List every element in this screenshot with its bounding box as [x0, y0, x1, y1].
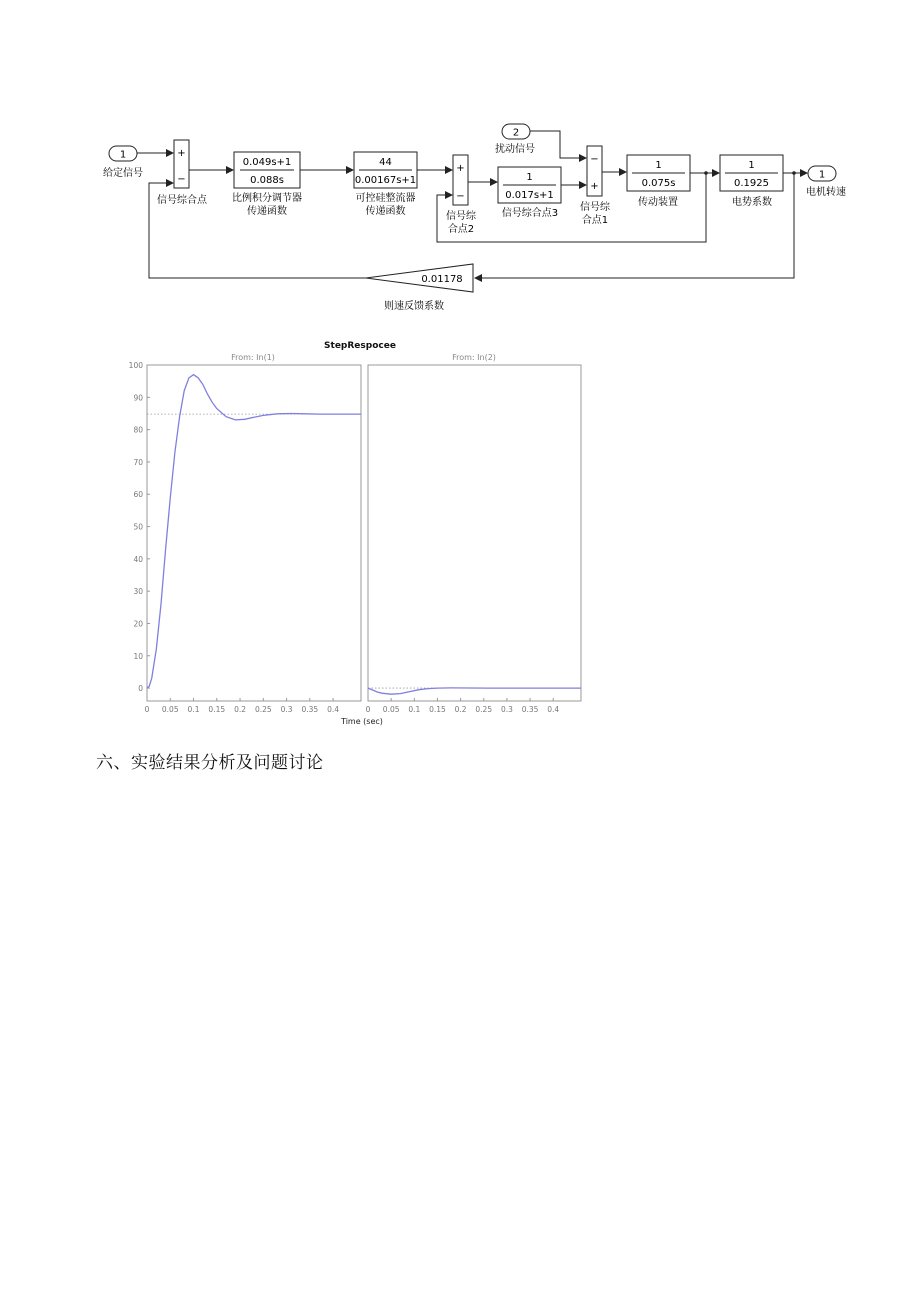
scr-label-1: 可控硅整流器 [355, 193, 416, 204]
x-tick-label: 0.05 [161, 705, 179, 714]
x-tick-label: 0.35 [301, 705, 319, 714]
inport-1-number: 1 [119, 149, 127, 161]
scr-label-2: 传递函数 [365, 206, 406, 217]
y-tick-label: 10 [133, 651, 143, 661]
outport-number: 1 [818, 169, 826, 181]
x-tick-label: 0.15 [429, 705, 446, 714]
emf-denominator: 0.1925 [734, 178, 769, 189]
scr-denominator: 0.00167s+1 [354, 175, 417, 186]
tf3-label: 信号综合点3 [501, 208, 559, 219]
emf-label: 电势系数 [732, 197, 772, 208]
x-tick-label: 0.4 [547, 705, 560, 714]
x-tick-label: 0.15 [208, 705, 226, 714]
tf3-numerator: 1 [526, 172, 533, 183]
sum2-sign-minus: − [456, 191, 465, 202]
pi-numerator: 0.049s+1 [242, 157, 292, 168]
subplot-1-title: From: In(1) [231, 353, 275, 362]
sum2-sign-plus: + [456, 163, 465, 174]
sum1-label: 信号综合点 [157, 195, 207, 206]
x-tick-label: 0.25 [254, 705, 272, 714]
y-tick-label: 80 [133, 425, 143, 435]
section-heading: 六、实验结果分析及问题讨论 [96, 753, 324, 773]
x-tick-label: 0.1 [408, 705, 421, 714]
x-tick-label: 0.25 [475, 705, 493, 714]
y-tick-label: 70 [133, 457, 143, 467]
pi-denominator: 0.088s [250, 175, 284, 186]
drive-label: 传动装置 [638, 197, 678, 208]
subplot-2-title: From: In(2) [452, 353, 496, 362]
sum3-label-2: 合点1 [581, 215, 609, 226]
inport-2-label: 扰动信号 [495, 144, 535, 155]
pi-label-2: 传递函数 [247, 206, 287, 217]
y-tick-label: 30 [133, 587, 143, 597]
x-tick-label: 0.1 [187, 705, 200, 714]
pi-label-1: 比例积分调节器 [232, 193, 302, 204]
inport-1-label: 给定信号 [103, 168, 143, 179]
sum2-label-1: 信号综 [446, 211, 476, 222]
x-tick-label: 0 [365, 705, 371, 714]
simulink-block-diagram [0, 0, 920, 330]
x-tick-label: 0.2 [454, 705, 467, 714]
feedback-gain-label: 则速反馈系数 [384, 301, 444, 312]
feedback-gain-value: 0.01178 [421, 274, 463, 285]
drive-denominator: 0.075s [641, 178, 676, 189]
y-tick-label: 90 [133, 393, 143, 403]
y-tick-label: 0 [138, 684, 143, 694]
tf3-denominator: 0.017s+1 [505, 190, 554, 201]
sum3-sign-plus: + [590, 181, 599, 192]
step-response-chart [100, 334, 600, 734]
y-tick-label: 60 [133, 490, 143, 500]
y-tick-label: 40 [133, 554, 143, 564]
x-tick-label: 0 [144, 705, 150, 714]
subplot-1-axes [147, 365, 361, 701]
chart-title: StepRespocee [324, 341, 396, 351]
x-tick-label: 0.2 [234, 705, 247, 714]
sum3-sign-minus: − [590, 154, 599, 165]
emf-numerator: 1 [748, 160, 755, 171]
sum1-sign-minus: − [177, 174, 186, 185]
sum1-sign-plus: + [177, 148, 186, 159]
sum3-label-1: 信号综 [580, 202, 610, 213]
x-tick-label: 0.35 [521, 705, 539, 714]
y-tick-label: 50 [133, 522, 143, 532]
x-tick-label: 0.3 [500, 705, 513, 714]
sum2-label-2: 合点2 [447, 224, 475, 235]
inport-2-number: 2 [512, 127, 520, 139]
outport-label: 电机转速 [806, 187, 846, 198]
y-tick-label: 100 [128, 361, 143, 370]
subplot-2-axes [368, 365, 581, 701]
x-tick-label: 0.05 [382, 705, 400, 714]
x-tick-label: 0.4 [327, 705, 340, 714]
y-tick-label: 20 [133, 619, 143, 629]
drive-numerator: 1 [655, 160, 662, 171]
x-tick-label: 0.3 [280, 705, 293, 714]
x-axis-label: Time (sec) [341, 717, 383, 726]
scr-numerator: 44 [379, 157, 392, 168]
